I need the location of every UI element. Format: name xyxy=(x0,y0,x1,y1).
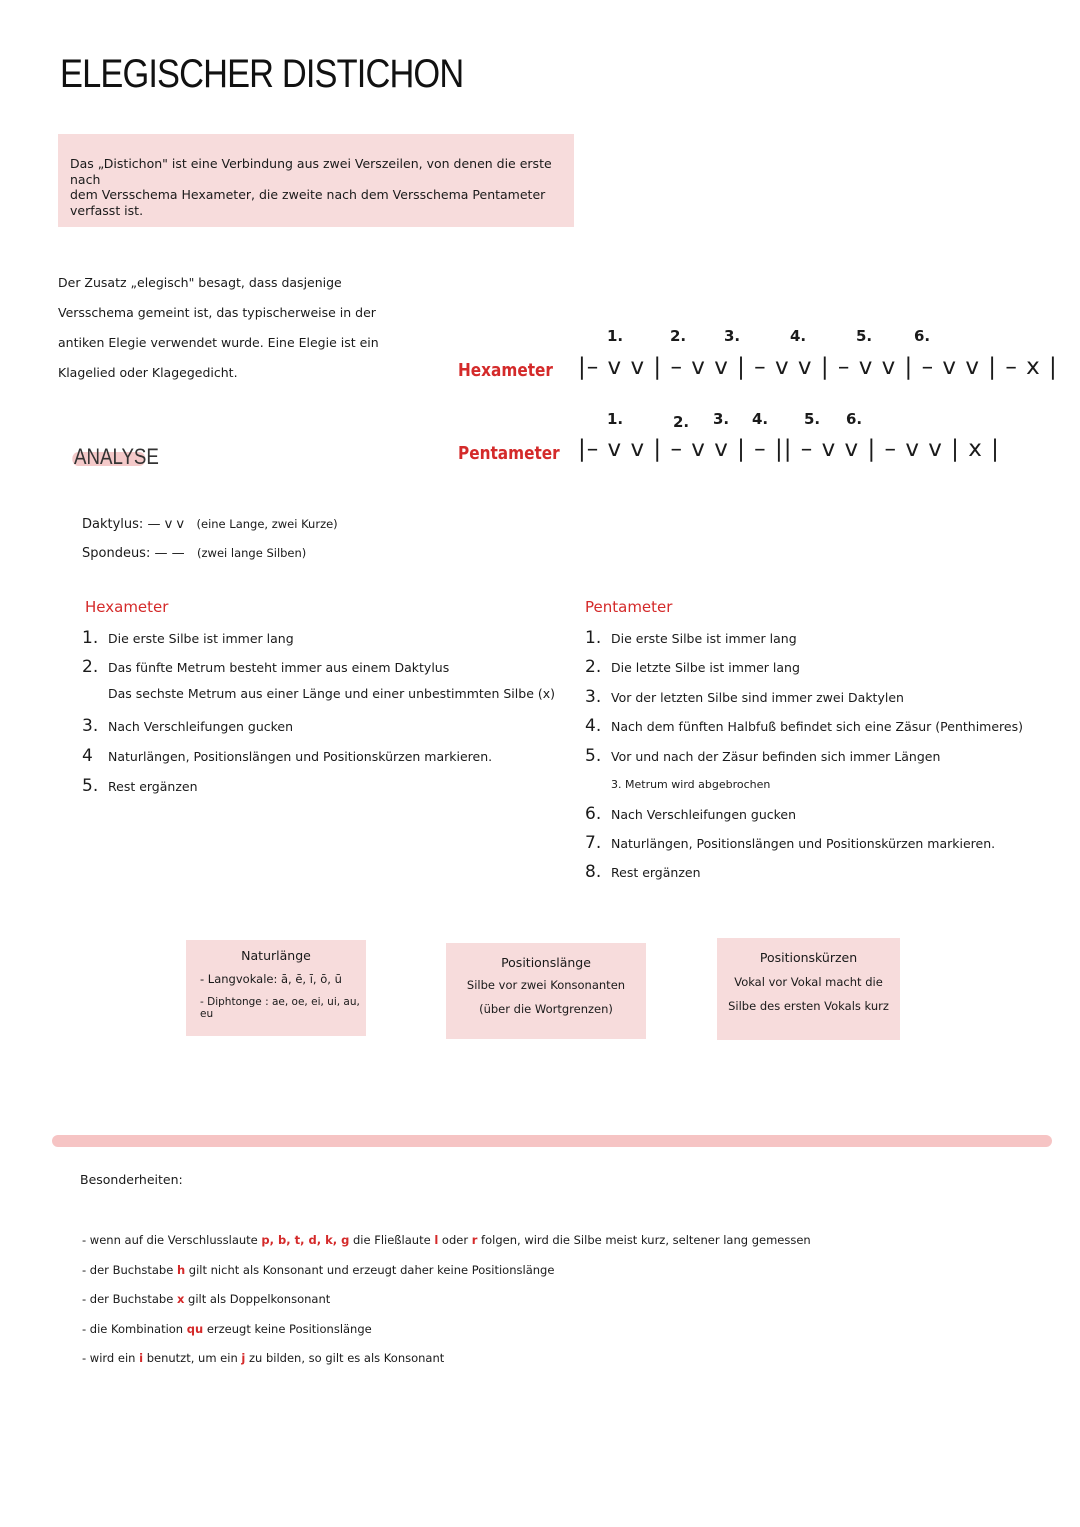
metrum-number: 3. xyxy=(724,327,741,345)
item-number: 1. xyxy=(585,628,602,648)
card-line: - Langvokale: ā, ē, ī, ō, ū xyxy=(200,972,342,986)
item-text: Die erste Silbe ist immer lang xyxy=(611,631,797,646)
item-number: 1. xyxy=(82,628,99,648)
card-line: Silbe des ersten Vokals kurz xyxy=(728,999,889,1013)
item-text: Das sechste Metrum aus einer Länge und einer unbestimmten Silbe (x) xyxy=(108,686,556,701)
item-text: Die erste Silbe ist immer lang xyxy=(108,631,294,646)
list-item xyxy=(82,776,198,796)
item-number: 3. xyxy=(585,687,602,707)
note-line: Der Zusatz „elegisch" besagt, dass dasjenige xyxy=(58,275,342,290)
item-text: Die letzte Silbe ist immer lang xyxy=(611,660,800,675)
card-title: Positionskürzen xyxy=(756,950,861,965)
card-line: Vokal vor Vokal macht die xyxy=(734,975,883,989)
item-number: 5. xyxy=(585,746,602,766)
card-title: Positionslänge xyxy=(497,955,595,970)
hexameter-rules-heading: Hexameter xyxy=(85,598,169,616)
naturlaenge-card xyxy=(186,940,366,1036)
daktylus-definition xyxy=(82,510,338,539)
item-text: Vor der letzten Silbe sind immer zwei Daktylen xyxy=(611,690,904,705)
section-divider xyxy=(52,1135,1052,1147)
rule-line: - der Buchstabe x gilt als Doppelkonsonant xyxy=(82,1292,331,1306)
item-number: 2. xyxy=(585,657,602,677)
item-text: Nach Verschleifungen gucken xyxy=(611,807,797,822)
item-text: Das fünfte Metrum besteht immer aus einem Daktylus xyxy=(108,660,450,675)
description: (zwei lange Silben) xyxy=(197,546,307,560)
rule-line: - die Kombination qu erzeugt keine Positionslänge xyxy=(82,1322,372,1336)
definition-box xyxy=(58,134,574,227)
item-number: 4 xyxy=(82,746,93,766)
item-number: 2. xyxy=(82,657,99,677)
positionskuerzen-card xyxy=(717,938,900,1040)
hexameter-label: Hexameter xyxy=(458,360,553,381)
term: Spondeus: xyxy=(82,546,151,561)
item-text: Rest ergänzen xyxy=(108,779,198,794)
metrum-number: 3. xyxy=(713,410,730,428)
metrum-number: 6. xyxy=(846,410,863,428)
hexameter-scheme: |– v v | – v v | – v v | – v v | – v v | – x | xyxy=(578,354,1058,380)
pentameter-label: Pentameter xyxy=(458,443,560,464)
metrum-number: 2. xyxy=(670,327,687,345)
list-item xyxy=(585,657,800,677)
list-item xyxy=(585,687,904,707)
pentameter-rules-heading: Pentameter xyxy=(585,598,673,616)
list-item xyxy=(585,746,940,766)
item-number: 3. xyxy=(82,716,99,736)
metrum-number: 5. xyxy=(804,410,821,428)
metrum-number: 1. xyxy=(607,327,624,345)
list-item xyxy=(585,628,797,648)
besonderheiten-heading: Besonderheiten: xyxy=(80,1172,183,1187)
rule-line: - wird ein i benutzt, um ein j zu bilden, so gilt es als Konsonant xyxy=(82,1351,445,1365)
analyse-heading-text: ANALYSE xyxy=(74,444,159,469)
item-text: Rest ergänzen xyxy=(611,865,701,880)
list-item xyxy=(82,628,294,648)
description: (eine Lange, zwei Kurze) xyxy=(196,517,338,531)
note-line: antiken Elegie verwendet wurde. Eine Elegie ist ein xyxy=(58,335,379,350)
rule-line: - wenn auf die Verschlusslaute p, b, t, d, k, g die Fließlaute l oder r folgen, wird die Silbe meist kurz, seltener lang gemessen xyxy=(82,1233,811,1247)
positionslaenge-card xyxy=(446,943,646,1039)
symbol: — — xyxy=(154,546,185,561)
item-text: 3. Metrum wird abgebrochen xyxy=(611,778,771,791)
card-line: - Diphtonge : ae, oe, ei, ui, au, eu xyxy=(200,996,360,1020)
item-number: 8. xyxy=(585,862,602,882)
metrum-number: 5. xyxy=(856,327,873,345)
list-item xyxy=(585,804,796,824)
item-text: Naturlängen, Positionslängen und Positionskürzen markieren. xyxy=(108,749,493,764)
elegisch-note xyxy=(58,268,388,388)
item-text: Nach dem fünften Halbfuß befindet sich eine Zäsur (Penthimeres) xyxy=(611,719,1023,734)
item-number: 7. xyxy=(585,833,602,853)
item-text: Vor und nach der Zäsur befinden sich immer Längen xyxy=(611,749,941,764)
term: Daktylus: xyxy=(82,517,144,532)
analyse-heading xyxy=(74,444,159,470)
metrum-number: 4. xyxy=(752,410,769,428)
pentameter-scheme: |– v v | – v v | – || – v v | – v v | x | xyxy=(578,436,1000,462)
list-item xyxy=(585,716,1023,736)
definition-line-2: dem Versschema Hexameter, die zweite nach dem Versschema Pentameter verfasst ist. xyxy=(70,187,546,218)
metrum-number: 1. xyxy=(607,410,624,428)
metrum-number: 4. xyxy=(790,327,807,345)
page-title: ELEGISCHER DISTICHON xyxy=(60,52,464,96)
rule-line: - der Buchstabe h gilt nicht als Konsonant und erzeugt daher keine Positionslänge xyxy=(82,1263,555,1277)
item-number: 6. xyxy=(585,804,602,824)
item-number: 4. xyxy=(585,716,602,736)
definition-line-1: Das „Distichon" ist eine Verbindung aus zwei Verszeilen, von denen die erste nach xyxy=(70,156,552,187)
metrum-number: 6. xyxy=(914,327,931,345)
list-item xyxy=(82,716,293,736)
card-title: Naturlänge xyxy=(237,948,315,963)
note-line: Versschema gemeint ist, das typischerweise in der xyxy=(58,305,376,320)
note-line: Klagelied oder Klagegedicht. xyxy=(58,365,238,380)
list-item xyxy=(82,657,449,677)
item-text: Naturlängen, Positionslängen und Positionskürzen markieren. xyxy=(611,836,996,851)
metrum-number: 2. xyxy=(673,413,690,431)
list-item xyxy=(82,746,492,766)
list-item xyxy=(585,833,995,853)
symbol: — v v xyxy=(147,517,185,532)
spondeus-definition xyxy=(82,539,338,568)
card-line: Silbe vor zwei Konsonanten xyxy=(466,978,626,992)
card-line: (über die Wortgrenzen) xyxy=(479,1002,613,1016)
list-item xyxy=(585,778,770,791)
foot-definitions xyxy=(82,510,338,568)
item-text: Nach Verschleifungen gucken xyxy=(108,719,294,734)
list-item xyxy=(82,686,555,701)
item-number: 5. xyxy=(82,776,99,796)
list-item xyxy=(585,862,701,882)
